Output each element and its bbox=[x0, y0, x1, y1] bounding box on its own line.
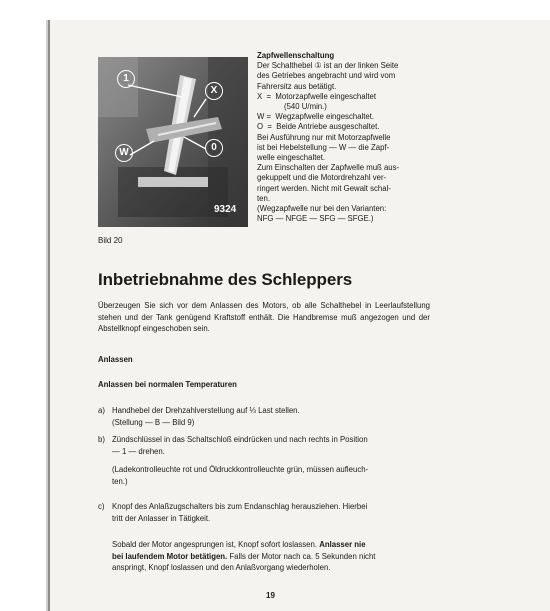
pto-line: (Wegzapfwelle nur bei den Varianten: bbox=[257, 204, 387, 214]
legend-text: = Beide Antriebe ausgeschaltet. bbox=[267, 122, 380, 132]
step-line: Handhebel der Drehzahlverstellung auf ⅓ Last stellen. bbox=[112, 406, 300, 415]
step-line: Knopf des Anlaßzugschalters bis zum Endanschlag herausziehen. Hierbei bbox=[112, 502, 368, 511]
step-line: Zündschlüssel in das Schaltschloß eindrücken und nach rechts in Position bbox=[112, 435, 368, 444]
pto-line: ist bei Hebelstellung — W — die Zapf- bbox=[257, 142, 390, 152]
legend-text: = Wegzapfwelle eingeschaltet. bbox=[266, 112, 375, 122]
section-normal-temperatures: Anlassen bei normalen Temperaturen bbox=[98, 380, 237, 389]
figure-caption: Bild 20 bbox=[98, 236, 123, 245]
pto-line: gekuppelt und die Motordrehzahl ver- bbox=[257, 173, 387, 183]
legend-text: (540 U/min.) bbox=[284, 102, 327, 112]
final-warning: Anlasser nie bbox=[319, 540, 366, 549]
page-number: 19 bbox=[266, 591, 275, 600]
step-line: tritt der Anlasser in Tätigkeit. bbox=[112, 513, 211, 523]
final-text: Sobald der Motor angesprungen ist, Knopf sofort loslassen. bbox=[112, 540, 320, 549]
pto-line: ten. bbox=[257, 193, 271, 203]
legend-row bbox=[257, 102, 457, 112]
pto-line: NFG — NFGE — SFG — SFGE.) bbox=[257, 214, 374, 224]
step-line: (Ladekontrolleuchte rot und Öldruckkontrolleuchte grün, müssen aufleuch- bbox=[112, 465, 369, 474]
step-line: ten.) bbox=[112, 476, 128, 486]
callout-0: 0 bbox=[205, 139, 223, 157]
page-title: Inbetriebnahme des Schleppers bbox=[98, 270, 353, 289]
pto-line: Der Schalthebel ① ist an der linken Seite bbox=[257, 61, 399, 71]
pto-line: welle eingeschaltet. bbox=[257, 153, 326, 163]
step-marker: b) bbox=[98, 435, 105, 444]
lever-photo bbox=[98, 57, 248, 227]
section-anlassen: Anlassen bbox=[98, 355, 133, 364]
callout-1: 1 bbox=[117, 70, 135, 88]
callout-x: X bbox=[205, 82, 223, 100]
pto-line: Zum Einschalten der Zapfwelle muß aus- bbox=[257, 163, 400, 173]
photo-number: 9324 bbox=[214, 204, 237, 215]
legend-row bbox=[257, 92, 457, 102]
final-text: Falls der Motor nach ca. 5 Sekunden nicht bbox=[227, 551, 376, 561]
pto-description bbox=[257, 51, 457, 224]
pto-line: des Getriebes angebracht und wird vom bbox=[257, 71, 396, 81]
legend-row bbox=[257, 122, 457, 132]
final-warning: bei laufendem Motor betätigen. bbox=[112, 551, 228, 561]
step-line: — 1 — drehen. bbox=[112, 446, 165, 456]
step-marker: a) bbox=[98, 406, 105, 415]
legend-row bbox=[257, 112, 457, 122]
pto-line: ringert werden. Nicht mit Gewalt schal- bbox=[257, 183, 391, 193]
step-line: (Stellung — B — Bild 9) bbox=[112, 417, 195, 427]
final-text: anspringt, Knopf loslassen und den Anlaßvorgang wiederholen. bbox=[112, 563, 331, 572]
pto-heading: Zapfwellenschaltung bbox=[257, 51, 335, 60]
step-marker: c) bbox=[98, 502, 105, 511]
legend-symbol: X bbox=[257, 91, 263, 101]
legend-text: = Motorzapfwelle eingeschaltet bbox=[266, 91, 376, 101]
legend-symbol: O bbox=[257, 122, 264, 132]
intro-paragraph: Überzeugen Sie sich vor dem Anlassen des Motors, ob alle Schalthebel in Leerlaufstellung stehen und der Tank genügend Kraftstoff enthält. Die Handbremse muß angezogen und der Abstellknopf eingeschoben sein. bbox=[98, 301, 430, 333]
pto-line: Bei Ausführung nur mit Motorzapfwelle bbox=[257, 132, 391, 142]
final-paragraph bbox=[112, 539, 430, 574]
pto-line: Fahrersitz aus betätigt. bbox=[257, 81, 337, 91]
legend-symbol: W bbox=[257, 112, 265, 122]
callout-w: W bbox=[115, 144, 133, 162]
